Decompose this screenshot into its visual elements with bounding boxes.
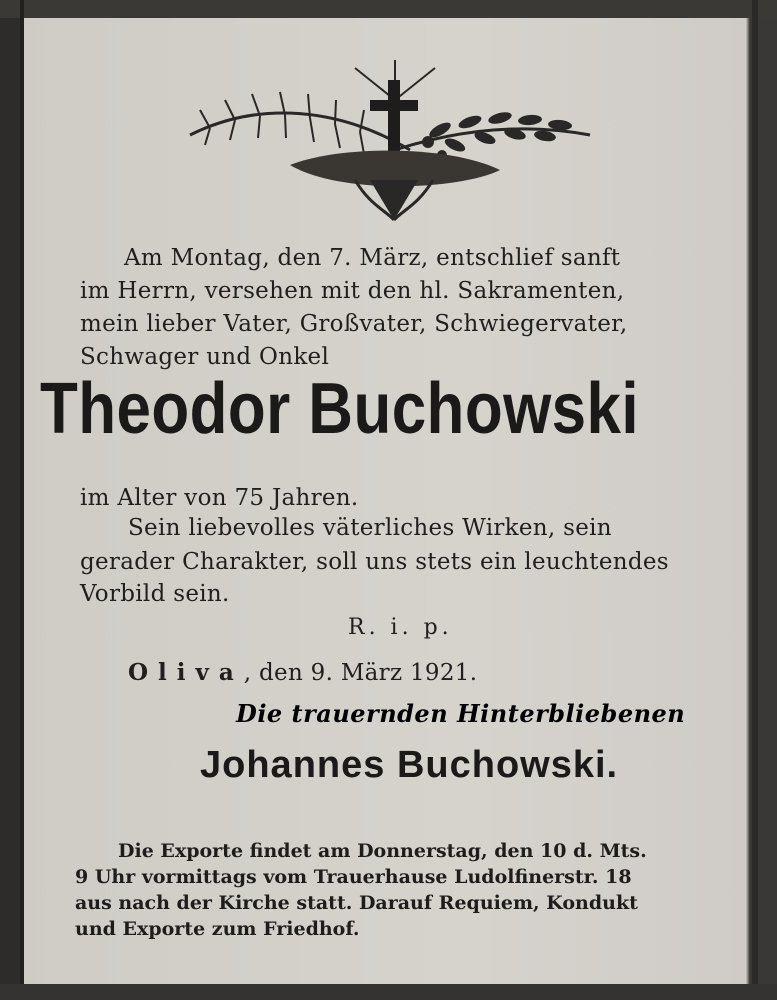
funeral-line-4: und Exporte zum Friedhof. [75, 918, 360, 940]
signer-name: Johannes Buchowski. [200, 744, 619, 786]
intro-line-1: Am Montag, den 7. März, entschlief sanft [124, 245, 621, 271]
left-column-rule [20, 0, 24, 1000]
page-bottom-edge [0, 984, 777, 1000]
tribute-line-3: Vorbild sein. [80, 581, 230, 607]
deceased-name: Theodor Buchowski [40, 369, 640, 449]
right-column-rule [752, 0, 758, 1000]
mourners-heading: Die trauernden Hinterbliebenen [236, 699, 686, 728]
tribute-line-2: gerader Charakter, soll uns stets ein leuchtendes [80, 549, 669, 575]
age-line: im Alter von 75 Jahren. [80, 485, 359, 511]
rip-line: R. i. p. [348, 615, 453, 640]
place-name: Oliva [128, 659, 244, 686]
funeral-line-3: aus nach der Kirche statt. Darauf Requiem, Kondukt [75, 892, 638, 914]
page-top-edge [0, 0, 777, 18]
intro-line-4: Schwager und Onkel [80, 344, 330, 370]
intro-line-3: mein lieber Vater, Großvater, Schwiegervater, [80, 311, 628, 337]
tribute-line-1: Sein liebevolles väterliches Wirken, sein [128, 515, 612, 541]
funeral-line-1: Die Exporte findet am Donnerstag, den 10 d. Mts. [118, 840, 647, 862]
intro-line-2: im Herrn, versehen mit den hl. Sakramenten, [80, 278, 625, 304]
funeral-line-2: 9 Uhr vormittags vom Trauerhause Ludolfinerstr. 18 [75, 866, 632, 888]
date-text: , den 9. März 1921. [243, 660, 478, 686]
place-date-line [128, 656, 477, 690]
